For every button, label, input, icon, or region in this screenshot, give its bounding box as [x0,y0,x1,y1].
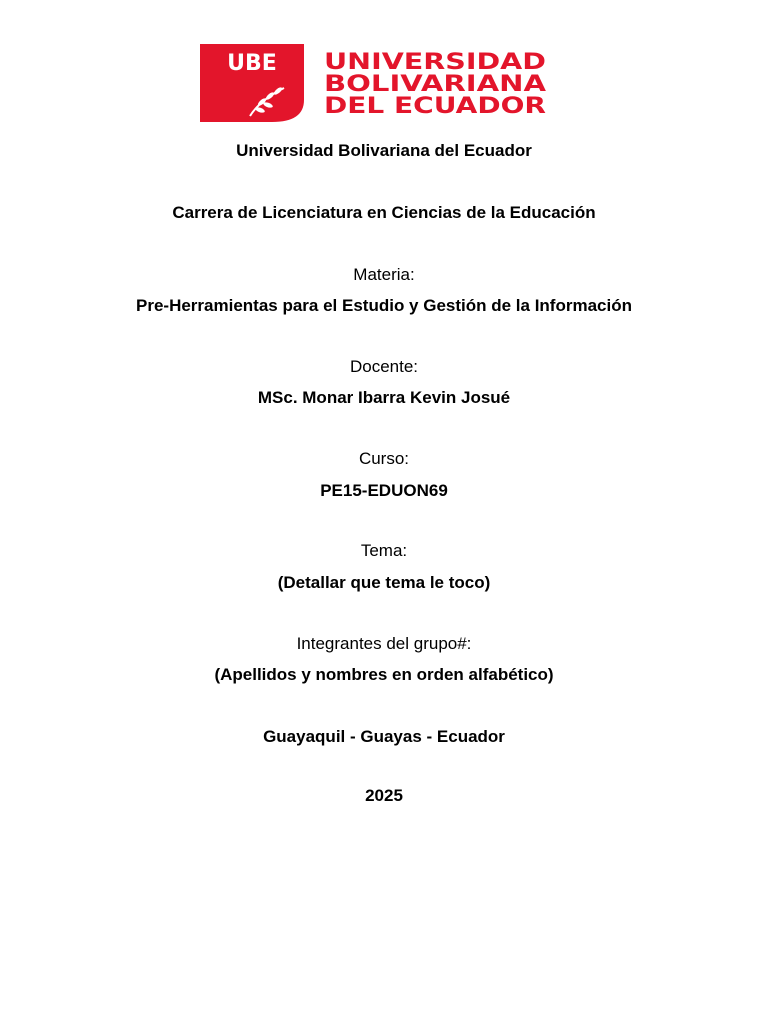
members-value: (Apellidos y nombres en orden alfabético) [214,665,554,684]
university-logo [200,44,550,122]
subject-label: Materia: [353,265,415,284]
career-name: Carrera de Licenciatura en Ciencias de la Educación [172,203,596,222]
teacher-value: MSc. Monar Ibarra Kevin Josué [257,388,511,407]
topic-label: Tema: [360,541,408,560]
subject-value: Pre-Herramientas para el Estudio y Gestión de la Información [136,296,632,315]
topic-value: (Detallar que tema le toco) [277,573,491,592]
logo-name-line-1: UNIVERSIDAD [324,50,546,75]
location: Guayaquil - Guayas - Ecuador [263,727,505,746]
year: 2025 [365,786,403,805]
university-name: Universidad Bolivariana del Ecuador [236,141,532,160]
teacher-label: Docente: [349,357,419,376]
course-label: Curso: [358,449,410,468]
logo-abbr: UBE [227,51,277,76]
course-value: PE15-EDUON69 [320,481,448,500]
members-label: Integrantes del grupo#: [296,634,472,653]
logo-name-line-3: DEL ECUADOR [324,94,547,119]
logo-name-line-2: BOLIVARIANA [324,72,546,97]
